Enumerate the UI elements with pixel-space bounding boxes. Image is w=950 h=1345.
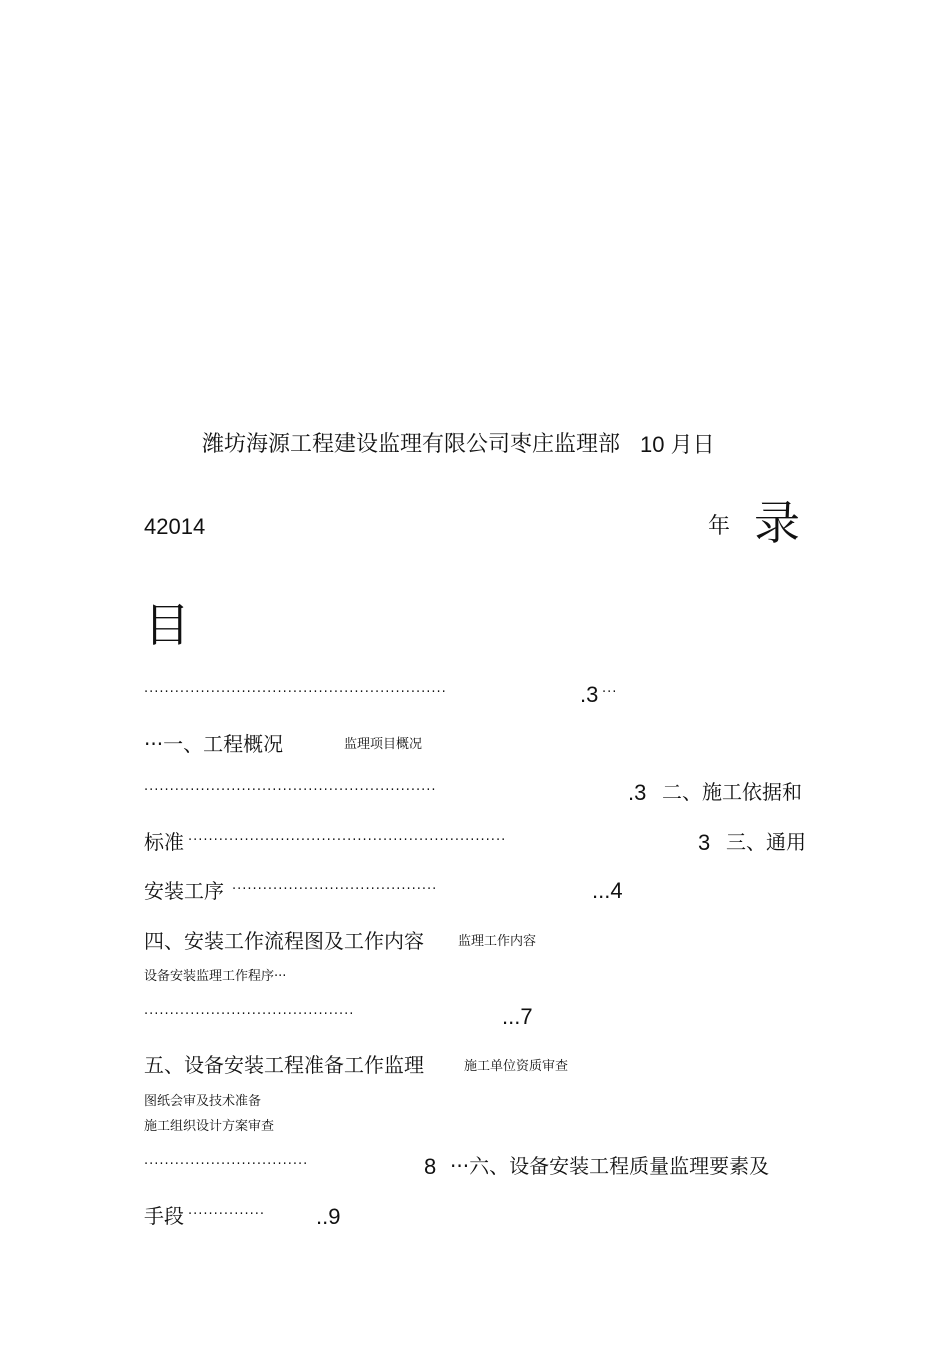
toc-entry-4-sub: 监理工作内容 xyxy=(458,934,537,949)
toc-row4-leader: ······························································ xyxy=(188,833,507,848)
toc-entry-2-title: 二、施工依据和 xyxy=(662,780,802,804)
toc-entry-5-sub3: 施工组织设计方案审查 xyxy=(144,1119,275,1134)
toc-entry-5-title: 五、设备安装工程准备工作监理 xyxy=(144,1053,424,1077)
toc-row8-leader: ········································· xyxy=(144,1007,355,1022)
toc-entry-6-cont: 手段 xyxy=(144,1204,184,1228)
year-char: 年 xyxy=(708,514,731,539)
toc-row13-page: ..9 xyxy=(316,1204,341,1229)
toc-row12-leader: ································ xyxy=(144,1157,309,1172)
toc-row13-leader: ··············· xyxy=(188,1207,265,1222)
toc-entry-4-title: 四、安装工作流程图及工作内容 xyxy=(144,929,424,953)
toc-row1-leader: ··························································· xyxy=(144,685,447,700)
toc-entry-5-sub: 施工单位资质审查 xyxy=(464,1059,569,1074)
year-number: 42014 xyxy=(144,514,206,539)
title-char-lu: 录 xyxy=(754,496,800,550)
toc-entry-1-title: ···一、工程概况 xyxy=(144,732,284,756)
toc-entry-5-sub2: 图纸会审及技术准备 xyxy=(144,1094,262,1109)
toc-entry-3-title: 三、通用 xyxy=(726,830,806,854)
toc-row1-page: .3 xyxy=(580,682,599,707)
toc-row5-leader: ········································ xyxy=(232,882,438,897)
toc-row8-page: ...7 xyxy=(502,1004,533,1029)
toc-row12-page: 8 xyxy=(424,1154,437,1179)
company-name: 潍坊海源工程建设监理有限公司枣庄监理部 xyxy=(202,432,621,457)
toc-row4-page: 3 xyxy=(698,830,711,855)
date-text: 10 月日 xyxy=(640,432,715,457)
toc-entry-2-cont: 标准 xyxy=(144,830,184,854)
toc-entry-4-sub2: 设备安装监理工作程序··· xyxy=(144,969,287,984)
toc-row3-leader: ························································· xyxy=(144,783,437,798)
toc-entry-3-cont: 安装工序 xyxy=(144,879,224,903)
toc-row3-page: .3 xyxy=(628,780,647,805)
toc-row5-page: ...4 xyxy=(592,878,623,903)
title-char-mu: 目 xyxy=(144,598,190,652)
toc-row1-tail: ··· xyxy=(602,685,618,700)
toc-entry-6-title: ···六、设备安装工程质量监理要素及 xyxy=(450,1154,770,1178)
toc-entry-1-sub: 监理项目概况 xyxy=(344,737,423,752)
